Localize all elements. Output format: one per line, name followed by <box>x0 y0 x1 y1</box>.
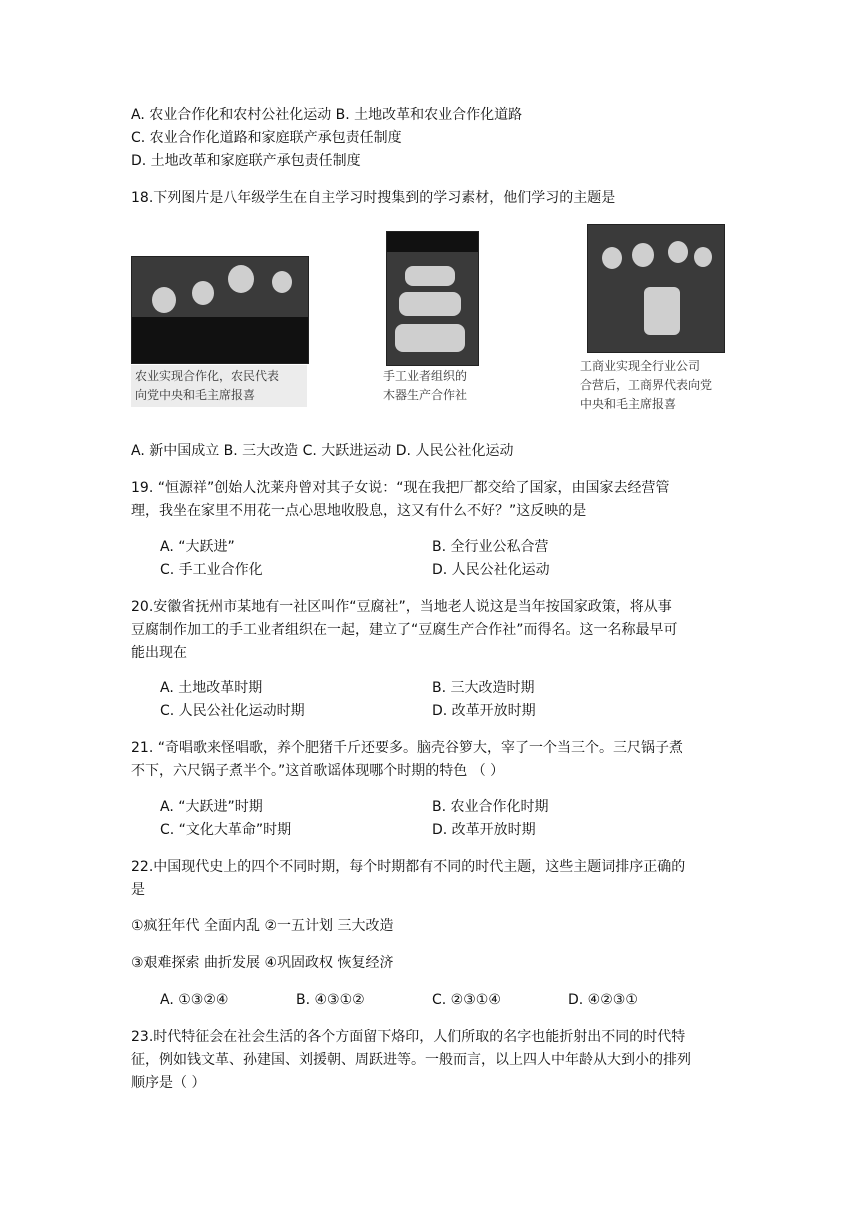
q22-option-a: A. ①③②④ <box>160 992 229 1008</box>
q19-option-b: B. 全行业公私合营 <box>432 539 549 555</box>
q17-option-d: D. 土地改革和家庭联产承包责任制度 <box>131 153 361 169</box>
q17-option-a-b: A. 农业合作化和农村公社化运动 B. 土地改革和农业合作化道路 <box>131 107 523 123</box>
q19-stem-line-1: 19. “恒源祥”创始人沈莱舟曾对其子女说：“现在我把厂都交给了国家，由国家去经营管 <box>131 480 670 496</box>
q22-stem-line-2: 是 <box>131 882 145 898</box>
q23-stem-line-1: 23.时代特征会在社会生活的各个方面留下烙印，人们所取的名字也能折射出不同的时代特 <box>131 1029 686 1045</box>
q22-stem-line-1: 22.中国现代史上的四个不同时期，每个时期都有不同的时代主题，这些主题词排序正确的 <box>131 859 686 875</box>
q22-item-line-1: ①疯狂年代 全面内乱 ②一五计划 三大改造 <box>131 918 394 934</box>
q18-photo-commerce <box>587 224 725 353</box>
q21-stem-line-2: 不下，六尺锅子煮半个。”这首歌谣体现哪个时期的特色 （ ） <box>131 763 505 779</box>
q20-option-d: D. 改革开放时期 <box>432 703 536 719</box>
q22-option-d: D. ④②③① <box>568 992 638 1008</box>
q21-option-d: D. 改革开放时期 <box>432 822 536 838</box>
q18-stem: 18.下列图片是八年级学生在自主学习时搜集到的学习素材，他们学习的主题是 <box>131 190 616 206</box>
q18-photo-agriculture <box>131 256 309 364</box>
q18-caption-1: 农业实现合作化，农民代表 向党中央和毛主席报喜 <box>135 369 280 402</box>
q18-caption-2: 手工业者组织的 木器生产合作社 <box>383 369 468 402</box>
q19-stem-line-2: 理，我坐在家里不用花一点心思地收股息，这又有什么不好？”这反映的是 <box>131 503 587 519</box>
q22-option-c: C. ②③①④ <box>432 992 501 1008</box>
q21-stem-line-1: 21. “奇唱歌来怪唱歌，养个肥猪千斤还要多。脑壳谷箩大，宰了一个当三个。三尺锅子煮 <box>131 740 683 756</box>
q20-option-c: C. 人民公社化运动时期 <box>160 703 305 719</box>
q21-option-c: C. “文化大革命”时期 <box>160 822 292 838</box>
q18-caption-3: 工商业实现全行业公司 合营后，工商界代表向党 中央和毛主席报喜 <box>580 359 713 411</box>
q19-option-d: D. 人民公社化运动 <box>432 562 550 578</box>
q21-option-b: B. 农业合作化时期 <box>432 799 549 815</box>
q19-option-c: C. 手工业合作化 <box>160 562 263 578</box>
q20-stem-line-2: 豆腐制作加工的手工业者组织在一起，建立了“豆腐生产合作社”而得名。这一名称最早可 <box>131 622 678 638</box>
q23-stem-line-3: 顺序是（ ） <box>131 1075 206 1091</box>
q18-photo-handicraft <box>386 231 479 366</box>
q21-option-a: A. “大跃进”时期 <box>160 799 263 815</box>
q22-item-line-2: ③艰难探索 曲折发展 ④巩固政权 恢复经济 <box>131 955 394 971</box>
q19-option-a: A. “大跃进” <box>160 539 235 555</box>
q22-option-b: B. ④③①② <box>296 992 365 1008</box>
q18-options: A. 新中国成立 B. 三大改造 C. 大跃进运动 D. 人民公社化运动 <box>131 443 514 459</box>
q20-option-b: B. 三大改造时期 <box>432 680 535 696</box>
q23-stem-line-2: 征，例如钱文革、孙建国、刘援朝、周跃进等。一般而言，以上四人中年龄从大到小的排列 <box>131 1052 691 1068</box>
q20-option-a: A. 土地改革时期 <box>160 680 263 696</box>
q20-stem-line-1: 20.安徽省抚州市某地有一社区叫作“豆腐社”，当地老人说这是当年按国家政策，将从事 <box>131 599 672 615</box>
q20-stem-line-3: 能出现在 <box>131 645 187 661</box>
q17-option-c: C. 农业合作化道路和家庭联产承包责任制度 <box>131 130 402 146</box>
